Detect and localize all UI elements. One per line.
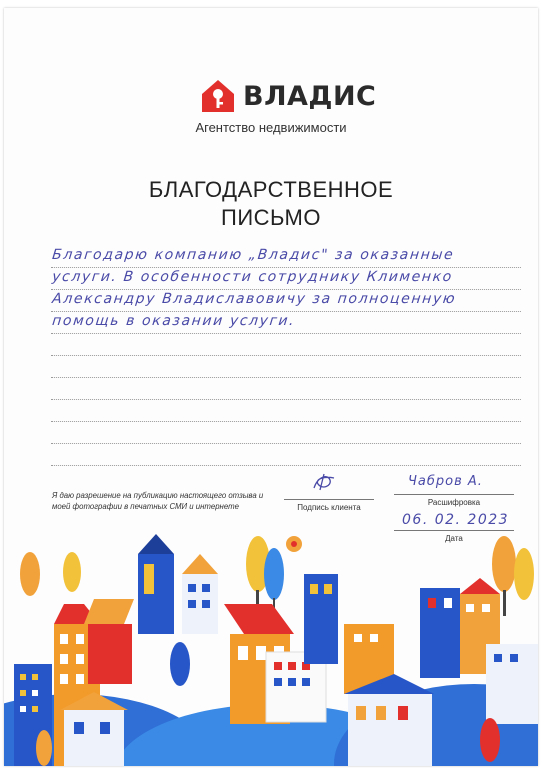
brand-logo	[198, 76, 376, 116]
title-line-2: ПИСЬМО	[221, 205, 321, 230]
letter-sheet	[4, 8, 538, 766]
signature-field	[284, 470, 374, 512]
brand-tagline: Агентство недвижимости	[195, 120, 347, 135]
date-value: 06. 02. 2023	[402, 512, 510, 528]
body-line	[51, 356, 523, 378]
body-line	[51, 444, 523, 466]
house-key-icon	[198, 76, 238, 116]
signature-scribble	[284, 470, 374, 494]
signature-line	[284, 499, 374, 500]
letter-title	[4, 176, 538, 232]
body-line	[51, 422, 523, 444]
decoding-field	[394, 470, 514, 507]
date-caption: Дата	[445, 534, 463, 543]
body-line	[51, 400, 523, 422]
body-line: Александру Владиславовичу за полноценную	[51, 290, 523, 312]
letter-body	[52, 246, 522, 466]
body-line: помощь в оказании услуги.	[51, 312, 523, 334]
body-line: Благодарю компанию „Владис" за оказанные	[51, 246, 523, 268]
consent-text: Я даю разрешение на публикацию настоящего отзыва и моей фотографии в печатных СМИ и интернете	[52, 491, 264, 511]
decoding-line	[394, 494, 514, 495]
title-line-1: БЛАГОДАРСТВЕННОЕ	[148, 177, 394, 202]
body-line	[51, 334, 523, 356]
decoding-value: Чабров А.	[408, 474, 483, 489]
body-line	[51, 378, 523, 400]
signature-caption: Подпись клиента	[297, 503, 361, 512]
body-line: услуги. В особенности сотруднику Клименко	[51, 268, 523, 290]
date-line	[394, 530, 514, 531]
decoding-caption: Расшифровка	[427, 498, 481, 507]
city-illustration	[4, 534, 538, 766]
brand-name: ВЛАДИС	[243, 80, 377, 112]
